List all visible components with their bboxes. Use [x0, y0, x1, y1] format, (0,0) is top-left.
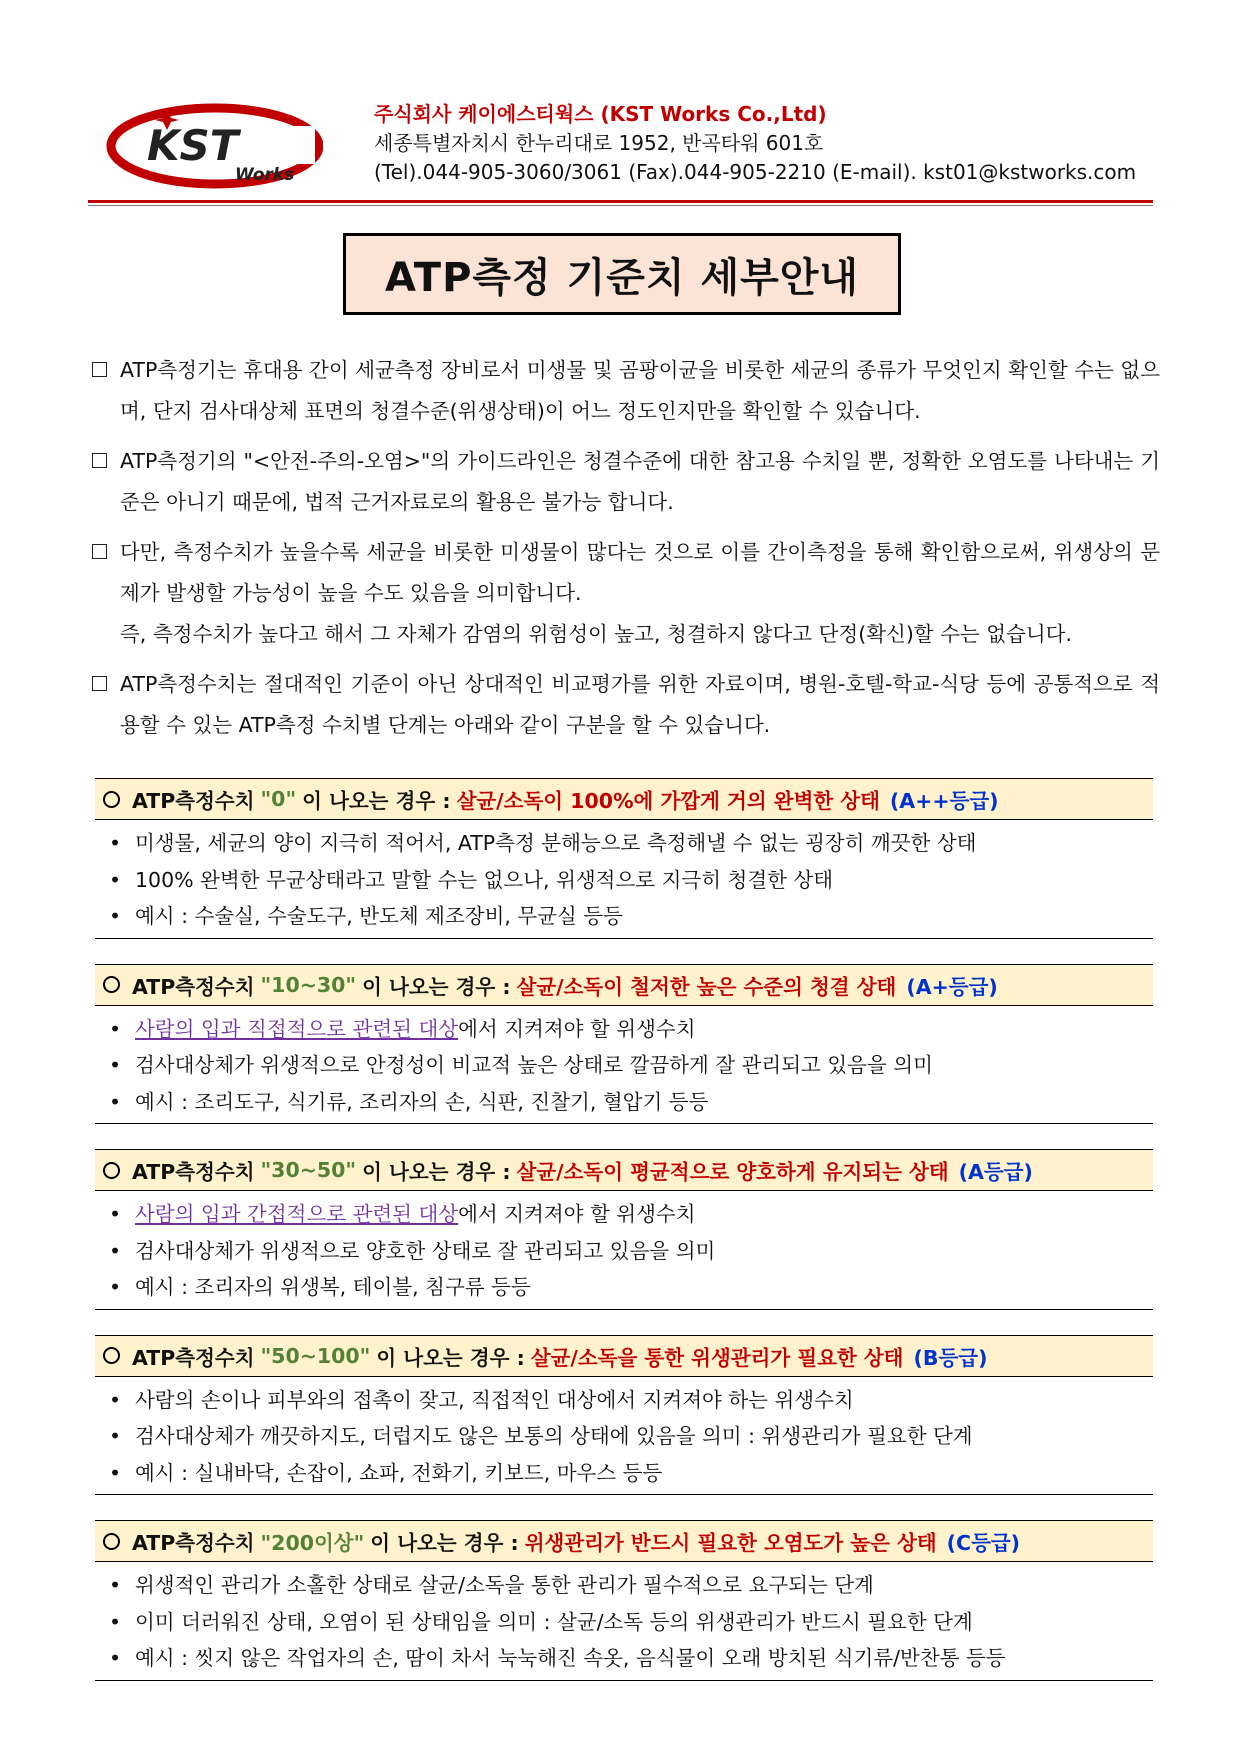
- checkbox-square-icon: [92, 453, 107, 468]
- item-text: 위생적인 관리가 소홀한 상태로 살균/소독을 통한 관리가 필수적으로 요구되는 단계: [135, 1573, 874, 1597]
- list-item: [95, 825, 1153, 862]
- list-item: [95, 1011, 1153, 1048]
- grade-description: 살균/소독이 100%에 가깝게 거의 완벽한 상태: [456, 789, 880, 813]
- bullet-icon: •: [109, 1275, 122, 1299]
- item-text: 예시 : 조리자의 위생복, 테이블, 침구류 등등: [135, 1275, 531, 1299]
- bullet-icon: •: [109, 1387, 122, 1412]
- heading-prefix: ATP측정수치: [132, 1531, 255, 1555]
- bullet-icon: •: [109, 1573, 122, 1597]
- measurement-value: "50~100": [260, 1343, 371, 1368]
- grade-label: (A+등급): [906, 974, 998, 999]
- grade-heading: [95, 964, 1153, 1006]
- bullet-icon: •: [109, 1016, 122, 1041]
- bullet-icon: •: [109, 904, 122, 928]
- grade-label: (A등급): [958, 1160, 1033, 1184]
- header-divider-thin: [88, 205, 1153, 206]
- company-contact: (Tel).044-905-3060/3061 (Fax).044-905-2210 (E-mail). kst01@kstworks.com: [374, 160, 1137, 184]
- grade-label: (C등급): [946, 1531, 1021, 1555]
- list-item: [95, 1567, 1153, 1604]
- intro-text: ATP측정기는 휴대용 간이 세균측정 장비로서 미생물 및 곰팡이균을 비롯한 세균의 종류가 무엇인지 확인할 수는 없으며, 단지 검사대상체 표면의 청결수준(위생상태)이 어느 정도인지만을 확인할 수 있습니다.: [120, 358, 1160, 423]
- item-text: 예시 : 조리도구, 식기류, 조리자의 손, 식판, 진찰기, 혈압기 등등: [135, 1089, 709, 1114]
- grade-description: 살균/소독이 평균적으로 양호하게 유지되는 상태: [516, 1160, 949, 1184]
- list-item: [95, 1084, 1153, 1121]
- item-text: 검사대상체가 깨끗하지도, 더럽지도 않은 보통의 상태에 있음을 의미 : 위생관리가 필요한 단계: [135, 1424, 973, 1448]
- circle-bullet-icon: [103, 976, 120, 993]
- list-item: [95, 1455, 1153, 1492]
- highlighted-text: 사람의 입과 직접적으로 관련된 대상: [135, 1016, 459, 1041]
- bullet-icon: •: [109, 1609, 122, 1634]
- intro-text: ATP측정기의 "<안전-주의-오염>"의 가이드라인은 청결수준에 대한 참고용 수치일 뿐, 정확한 오염도를 나타내는 기준은 아니기 때문에, 법적 근거자료로의 활용은 불가능 합니다.: [120, 449, 1160, 514]
- grade-items: [95, 820, 1153, 939]
- grade-description: 위생관리가 반드시 필요한 오염도가 높은 상태: [524, 1531, 937, 1555]
- heading-suffix: 이 나오는 경우 :: [362, 974, 511, 999]
- item-text: 예시 : 수술실, 수술도구, 반도체 제조장비, 무균실 등등: [135, 904, 623, 928]
- list-item: [95, 898, 1153, 935]
- svg-text:Works: Works: [235, 165, 295, 185]
- item-text: 검사대상체가 위생적으로 양호한 상태로 잘 관리되고 있음을 의미: [135, 1238, 716, 1263]
- grade-section: [95, 778, 1153, 939]
- bullet-icon: •: [109, 867, 122, 892]
- item-text: 예시 : 실내바닥, 손잡이, 쇼파, 전화기, 키보드, 마우스 등등: [135, 1460, 663, 1485]
- highlighted-text: 사람의 입과 간접적으로 관련된 대상: [135, 1202, 459, 1226]
- list-item: [95, 1418, 1153, 1455]
- grade-items: [95, 1191, 1153, 1310]
- bullet-icon: •: [109, 1646, 122, 1670]
- bullet-icon: •: [109, 1424, 122, 1448]
- grade-section: [95, 1335, 1153, 1496]
- document-title-box: [343, 233, 901, 315]
- grade-sections: [95, 778, 1153, 1706]
- heading-prefix: ATP측정수치: [132, 974, 255, 999]
- kst-works-logo: [103, 100, 323, 190]
- item-text: 100% 완벽한 무균상태라고 말할 수는 없으나, 위생적으로 지극히 청결한 상태: [135, 867, 834, 892]
- circle-bullet-icon: [103, 1533, 120, 1550]
- checkbox-square-icon: [92, 544, 107, 559]
- list-item: [95, 1047, 1153, 1084]
- heading-suffix: 이 나오는 경우 :: [370, 1531, 519, 1555]
- measurement-value: "0": [260, 787, 297, 811]
- heading-suffix: 이 나오는 경우 :: [362, 1160, 511, 1184]
- list-item: [95, 1269, 1153, 1306]
- intro-note: [88, 441, 1160, 523]
- company-name: 주식회사 케이에스티웍스 (KST Works Co.,Ltd): [374, 102, 827, 126]
- heading-prefix: ATP측정수치: [132, 1160, 255, 1184]
- list-item: [95, 1382, 1153, 1419]
- list-item: [95, 1640, 1153, 1677]
- list-item: [95, 1604, 1153, 1641]
- measurement-value: "30~50": [260, 1158, 357, 1182]
- bullet-icon: •: [109, 1202, 122, 1226]
- circle-bullet-icon: [103, 791, 120, 808]
- grade-description: 살균/소독을 통한 위생관리가 필요한 상태: [530, 1345, 904, 1370]
- grade-label: (A++등급): [889, 789, 999, 813]
- grade-heading: [95, 778, 1153, 820]
- grade-section: [95, 964, 1153, 1125]
- bullet-icon: •: [109, 831, 122, 855]
- grade-label: (B등급): [913, 1345, 988, 1370]
- grade-heading: [95, 1520, 1153, 1562]
- letterhead: [88, 88, 1153, 204]
- heading-prefix: ATP측정수치: [132, 789, 255, 813]
- company-info: [374, 100, 1136, 187]
- grade-items: [95, 1006, 1153, 1125]
- intro-notes: [88, 350, 1160, 755]
- bullet-icon: •: [109, 1053, 122, 1077]
- grade-description: 살균/소독이 철저한 높은 수준의 청결 상태: [516, 974, 897, 999]
- item-text: 예시 : 씻지 않은 작업자의 손, 땀이 차서 눅눅해진 속옷, 음식물이 오래 방치된 식기류/반찬통 등등: [135, 1646, 1006, 1670]
- measurement-value: "10~30": [260, 972, 357, 997]
- intro-text: ATP측정수치는 절대적인 기준이 아닌 상대적인 비교평가를 위한 자료이며, 병원-호텔-학교-식당 등에 공통적으로 적용할 수 있는 ATP측정 수치별 단계는 아래와 같이 구분을 할 수 있습니다.: [120, 672, 1160, 737]
- intro-note: [88, 350, 1160, 432]
- bullet-icon: •: [109, 1460, 122, 1485]
- item-text: 에서 지켜져야 할 위생수치: [458, 1202, 696, 1226]
- list-item: [95, 862, 1153, 899]
- bullet-icon: •: [109, 1238, 122, 1263]
- measurement-value: "200이상": [260, 1531, 365, 1555]
- grade-section: [95, 1520, 1153, 1681]
- document-title: ATP측정 기준치 세부안내: [384, 254, 860, 301]
- list-item: [95, 1233, 1153, 1270]
- item-text: 사람의 손이나 피부와의 접촉이 잦고, 직접적인 대상에서 지켜져야 하는 위생수치: [135, 1387, 854, 1412]
- company-address: 세종특별자치시 한누리대로 1952, 반곡타워 601호: [374, 131, 824, 155]
- circle-bullet-icon: [103, 1347, 120, 1364]
- grade-items: [95, 1377, 1153, 1496]
- grade-items: [95, 1562, 1153, 1681]
- item-text: 미생물, 세균의 양이 지극히 적어서, ATP측정 분해능으로 측정해낼 수 없는 굉장히 깨끗한 상태: [135, 831, 977, 855]
- circle-bullet-icon: [103, 1162, 120, 1179]
- intro-text: 다만, 측정수치가 높을수록 세균을 비롯한 미생물이 많다는 것으로 이를 간이측정을 통해 확인함으로써, 위생상의 문제가 발생할 가능성이 높을 수도 있음을 의미합니다.: [120, 540, 1160, 605]
- grade-heading: [95, 1149, 1153, 1191]
- intro-text: 즉, 측정수치가 높다고 해서 그 자체가 감염의 위험성이 높고, 청결하지 않다고 단정(확신)할 수는 없습니다.: [120, 622, 1072, 646]
- heading-suffix: 이 나오는 경우 :: [302, 789, 451, 813]
- item-text: 검사대상체가 위생적으로 안정성이 비교적 높은 상태로 깔끔하게 잘 관리되고 있음을 의미: [135, 1053, 933, 1077]
- intro-note: [88, 532, 1160, 655]
- checkbox-square-icon: [92, 676, 107, 691]
- checkbox-square-icon: [92, 362, 107, 377]
- heading-suffix: 이 나오는 경우 :: [376, 1345, 525, 1370]
- intro-note: [88, 664, 1160, 746]
- list-item: [95, 1196, 1153, 1233]
- grade-heading: [95, 1335, 1153, 1377]
- bullet-icon: •: [109, 1089, 122, 1114]
- item-text: 에서 지켜져야 할 위생수치: [458, 1016, 696, 1041]
- item-text: 이미 더러워진 상태, 오염이 된 상태임을 의미 : 살균/소독 등의 위생관리가 반드시 필요한 단계: [135, 1609, 973, 1634]
- svg-text:KST: KST: [147, 121, 239, 170]
- heading-prefix: ATP측정수치: [132, 1345, 255, 1370]
- grade-section: [95, 1149, 1153, 1310]
- header-divider: [88, 200, 1153, 203]
